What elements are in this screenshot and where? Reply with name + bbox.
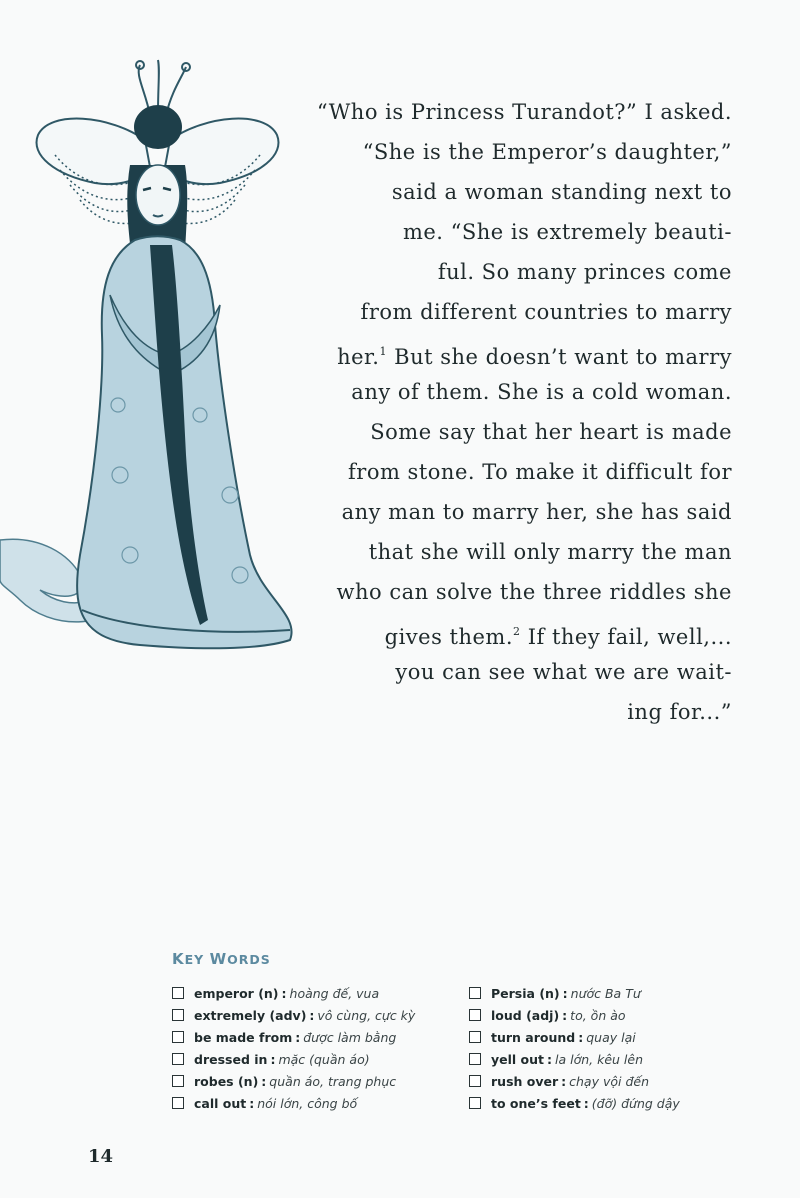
checkbox-icon[interactable] (172, 1009, 184, 1021)
story-line: her.$^1$ But she doesn’t want to marry (337, 345, 732, 369)
key-word-term: rush over (491, 1073, 559, 1089)
key-word-item: to one’s feet : (đỡ) đứng dậy (469, 1092, 680, 1114)
key-word-definition: (đỡ) đứng dậy (591, 1095, 680, 1111)
key-words-left-column (172, 982, 415, 1114)
checkbox-icon[interactable] (469, 987, 481, 999)
story-line: that she will only marry the man (368, 540, 732, 564)
key-word-item: dressed in : mặc (quần áo) (172, 1048, 415, 1070)
key-words-box (172, 950, 732, 1122)
key-words-right-column (469, 982, 680, 1114)
key-word-item: rush over : chạy vội đến (469, 1070, 680, 1092)
story-line: from stone. To make it difficult for (348, 460, 732, 484)
checkbox-icon[interactable] (172, 1097, 184, 1109)
key-word-term: extremely (adv) (194, 1007, 307, 1023)
story-line: “Who is Princess Turandot?” I asked. (316, 100, 732, 124)
key-words-title: KEY WORDS (172, 950, 271, 968)
checkbox-icon[interactable] (172, 1031, 184, 1043)
footnote-marker: 1 (379, 345, 387, 358)
key-word-term: be made from (194, 1029, 293, 1045)
footnote-marker: 2 (513, 625, 521, 638)
key-word-definition: chạy vội đến (569, 1073, 650, 1089)
checkbox-icon[interactable] (172, 1075, 184, 1087)
key-word-item: turn around : quay lại (469, 1026, 680, 1048)
key-word-term: turn around (491, 1029, 576, 1045)
key-word-item: be made from : được làm bằng (172, 1026, 415, 1048)
key-word-item: loud (adj) : to, ồn ào (469, 1004, 680, 1026)
key-word-definition: nước Ba Tư (570, 985, 641, 1001)
story-line: from different countries to marry (360, 300, 732, 324)
key-word-item: extremely (adv) : vô cùng, cực kỳ (172, 1004, 415, 1026)
story-text (300, 92, 732, 732)
story-line: you can see what we are wait- (395, 660, 732, 684)
key-word-definition: quần áo, trang phục (269, 1073, 397, 1089)
key-word-definition: quay lại (586, 1029, 636, 1045)
checkbox-icon[interactable] (172, 987, 184, 999)
key-word-term: emperor (n) (194, 985, 279, 1001)
key-word-item: call out : nói lớn, công bố (172, 1092, 415, 1114)
checkbox-icon[interactable] (469, 1075, 481, 1087)
key-word-item: yell out : la lớn, kêu lên (469, 1048, 680, 1070)
story-line: said a woman standing next to (391, 180, 732, 204)
key-word-item: Persia (n) : nước Ba Tư (469, 982, 680, 1004)
key-word-definition: nói lớn, công bố (257, 1095, 358, 1111)
checkbox-icon[interactable] (469, 1097, 481, 1109)
key-word-definition: la lớn, kêu lên (555, 1051, 644, 1067)
key-word-definition: mặc (quần áo) (278, 1051, 370, 1067)
key-word-item: emperor (n) : hoàng đế, vua (172, 982, 415, 1004)
princess-illustration (0, 55, 300, 655)
key-word-definition: vô cùng, cực kỳ (317, 1007, 416, 1023)
key-word-term: Persia (n) (491, 985, 560, 1001)
checkbox-icon[interactable] (469, 1031, 481, 1043)
key-word-term: call out (194, 1095, 247, 1111)
page-number: 14 (88, 1146, 114, 1167)
key-word-definition: được làm bằng (303, 1029, 397, 1045)
checkbox-icon[interactable] (469, 1053, 481, 1065)
key-word-definition: to, ồn ào (570, 1007, 626, 1023)
story-line: ing for...” (627, 700, 732, 724)
story-line: “She is the Emperor’s daughter,” (362, 140, 732, 164)
story-line: ful. So many princes come (437, 260, 732, 284)
story-line: gives them.$^2$ If they fail, well,... (384, 625, 732, 649)
checkbox-icon[interactable] (172, 1053, 184, 1065)
key-word-term: yell out (491, 1051, 545, 1067)
story-line: Some say that her heart is made (370, 420, 732, 444)
key-word-term: loud (adj) (491, 1007, 560, 1023)
story-line: me. “She is extremely beauti- (402, 220, 732, 244)
key-word-definition: hoàng đế, vua (289, 985, 380, 1001)
story-line: any man to marry her, she has said (341, 500, 732, 524)
key-word-item: robes (n) : quần áo, trang phục (172, 1070, 415, 1092)
key-word-term: dressed in (194, 1051, 268, 1067)
key-word-term: robes (n) (194, 1073, 259, 1089)
checkbox-icon[interactable] (469, 1009, 481, 1021)
key-word-term: to one’s feet (491, 1095, 581, 1111)
story-line: who can solve the three riddles she (336, 580, 732, 604)
story-line: any of them. She is a cold woman. (351, 380, 732, 404)
hair-bun (134, 105, 182, 149)
